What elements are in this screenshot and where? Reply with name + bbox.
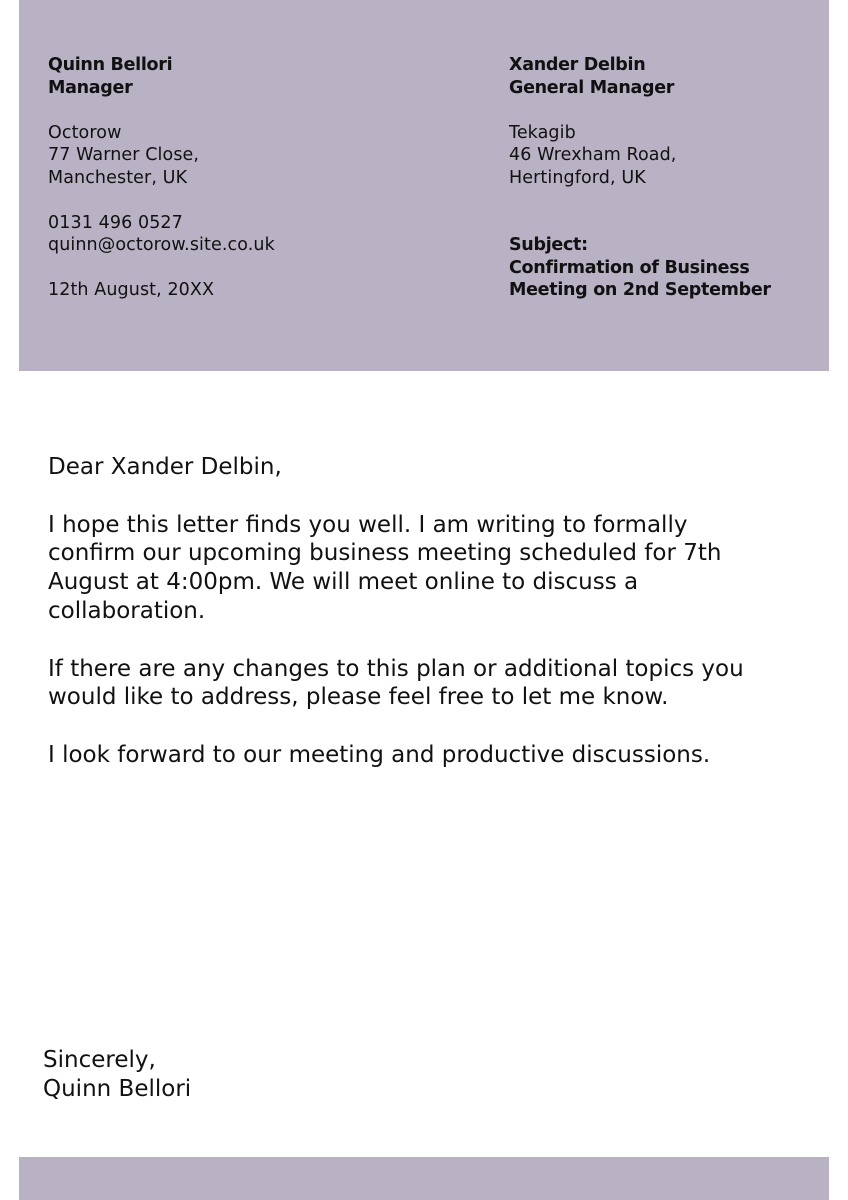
paragraph-2 [48, 655, 808, 713]
paragraph-1 [48, 511, 808, 626]
recipient-title: General Manager [509, 77, 675, 98]
salutation [48, 453, 808, 482]
salutation-text: Dear Xander Delbin, [48, 454, 282, 480]
sender-name: Quinn Bellori [48, 55, 173, 75]
paragraph-3 [48, 741, 808, 770]
recipient-company: Tekagib [509, 122, 576, 143]
paragraph-1-line-4: collaboration. [48, 597, 206, 624]
spacer [48, 99, 468, 122]
paragraph-1-line-2: confirm our upcoming business meeting scheduled for 7th [48, 540, 722, 567]
spacer [509, 189, 809, 212]
recipient-block [509, 54, 809, 302]
paragraph-2-line-1: If there are any changes to this plan or additional topics you [48, 655, 744, 682]
spacer [509, 212, 809, 235]
sender-title: Manager [48, 77, 133, 98]
letter-body [48, 453, 808, 799]
signature-name: Quinn Bellori [43, 1075, 192, 1102]
footer-band [19, 1157, 829, 1200]
sender-block [48, 54, 468, 302]
sender-email: quinn@octorow.site.co.uk [48, 235, 275, 255]
paragraph-3-line-1: I look forward to our meeting and productive discussions. [48, 741, 711, 768]
recipient-name: Xander Delbin [509, 55, 646, 75]
subject-line2: Meeting on 2nd September [509, 280, 771, 300]
sender-address-line2: Manchester, UK [48, 167, 188, 188]
closing-text: Sincerely, [43, 1047, 156, 1073]
closing-block [43, 1046, 191, 1104]
subject-line1: Confirmation of Business [509, 257, 750, 278]
spacer [48, 257, 468, 280]
subject-label: Subject: [509, 235, 588, 255]
recipient-address-line1: 46 Wrexham Road, [509, 145, 677, 165]
sender-address-line1: 77 Warner Close, [48, 145, 200, 165]
spacer [48, 189, 468, 212]
letter-date: 12th August, 20XX [48, 280, 215, 300]
sender-company: Octorow [48, 122, 122, 143]
paragraph-1-line-3: August at 4:00pm. We will meet online to discuss a [48, 569, 639, 596]
spacer [509, 99, 809, 122]
paragraph-1-line-1: I hope this letter finds you well. I am writing to formally [48, 511, 688, 538]
paragraph-2-line-2: would like to address, please feel free to let me know. [48, 684, 669, 711]
sender-phone: 0131 496 0527 [48, 212, 183, 233]
recipient-address-line2: Hertingford, UK [509, 167, 646, 188]
